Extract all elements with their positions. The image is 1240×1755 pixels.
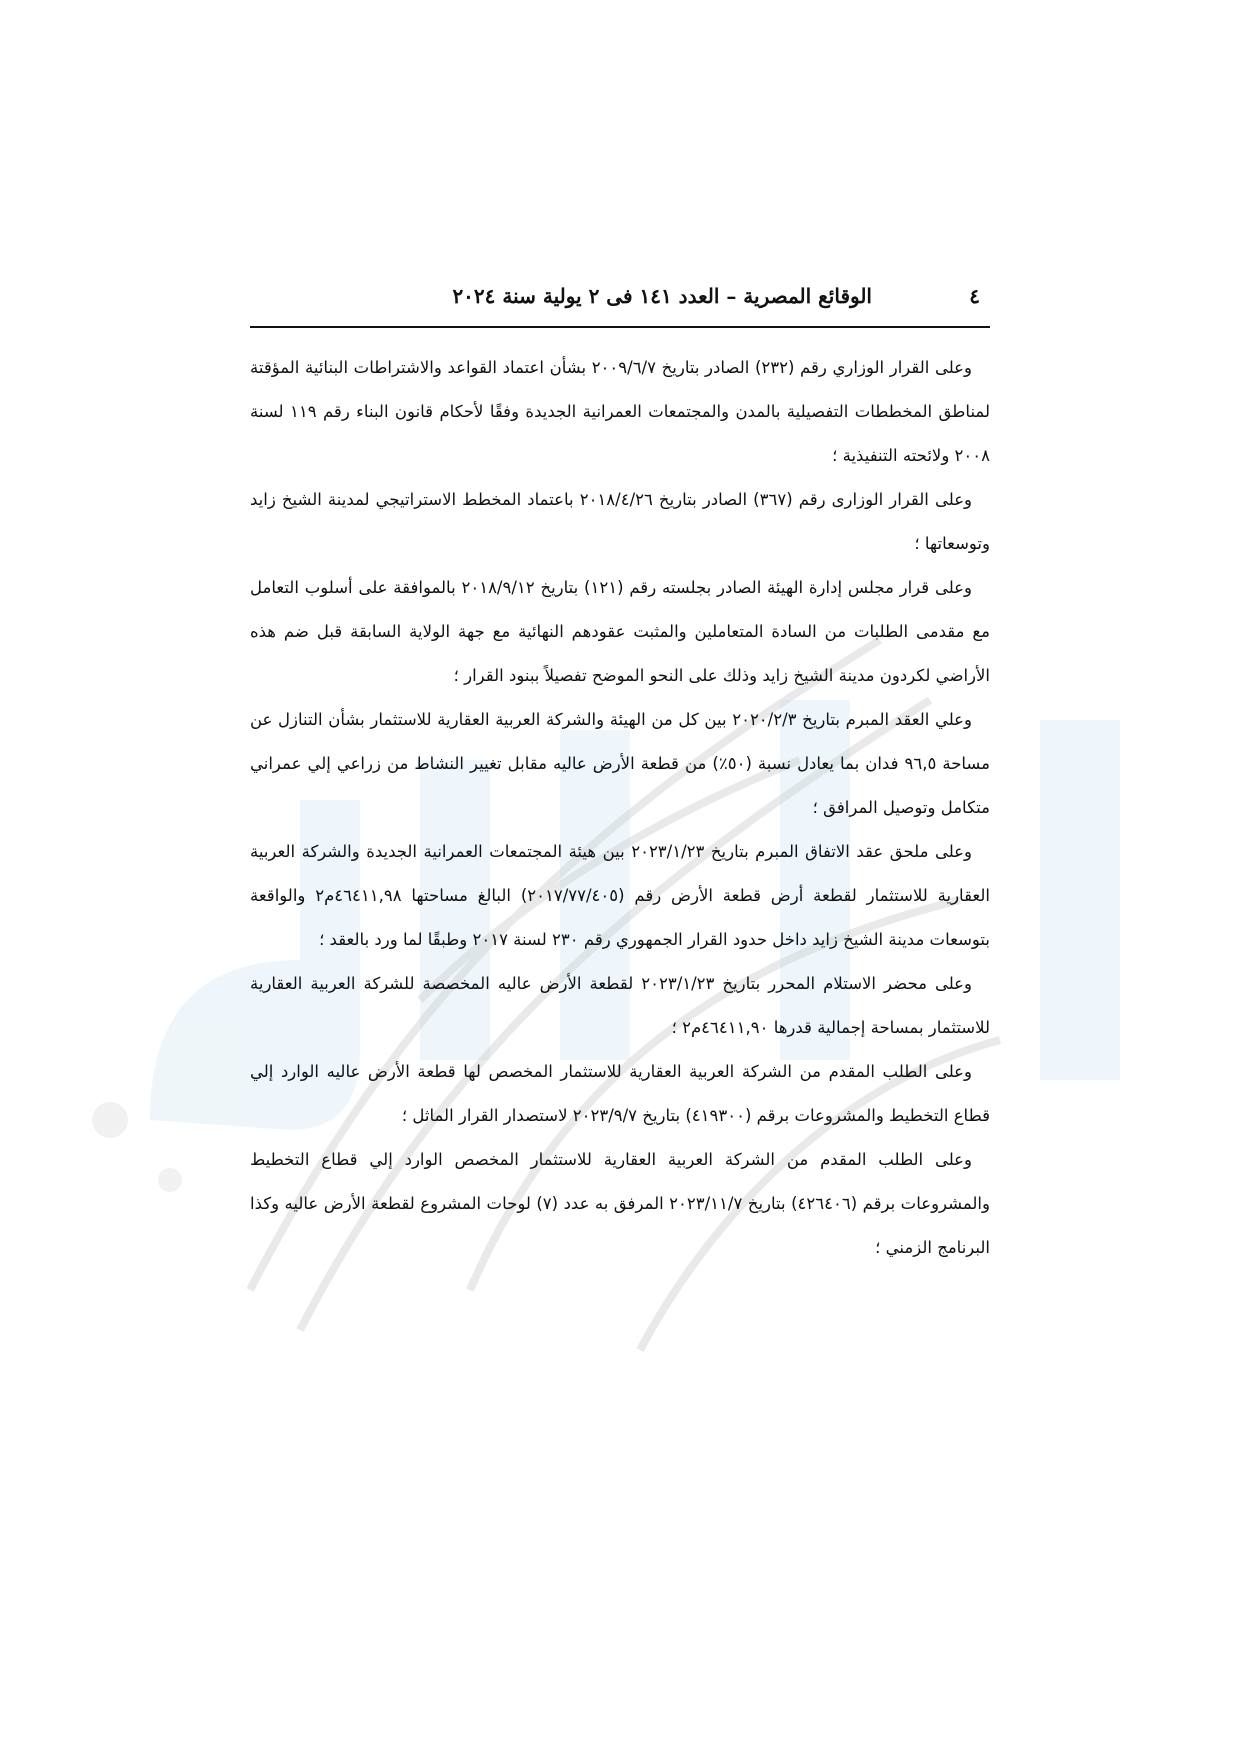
- paragraph-5: وعلى ملحق عقد الاتفاق المبرم بتاريخ ٢٠٢٣/١/٢٣ بين هيئة المجتمعات العمرانية الجديدة والشركة العربية العقارية للاستثمار لقطعة أرض قطعة الأرض رقم (٢٠١٧/٧٧/٤٠٥) البالغ مساحتها ٤٦٤١١,٩٨م٢ والواقعة بتوسعات مدينة الشيخ زايد داخل حدود القرار الجمهوري رقم ٢٣٠ لسنة ٢٠١٧ وطبقًا لما ورد بالعقد ؛: [250, 842, 990, 949]
- paragraph-3: وعلى قرار مجلس إدارة الهيئة الصادر بجلسته رقم (١٢١) بتاريخ ٢٠١٨/٩/١٢ بالموافقة على أسلوب التعامل مع مقدمى الطلبات من السادة المتعاملين والمثبت عقودهم النهائية مع جهة الولاية السابقة قبل ضم هذه الأراضي لكردون مدينة الشيخ زايد وذلك على النحو الموضح تفصيلاً ببنود القرار ؛: [250, 578, 990, 685]
- paragraph-1: وعلى القرار الوزاري رقم (٢٣٢) الصادر بتاريخ ٢٠٠٩/٦/٧ بشأن اعتماد القواعد والاشتراطات البنائية المؤقتة لمناطق المخططات التفصيلية بالمدن والمجتمعات العمرانية الجديدة وفقًا لأحكام قانون البناء رقم ١١٩ لسنة ٢٠٠٨ ولائحته التنفيذية ؛: [250, 358, 990, 465]
- paragraph-6: وعلى محضر الاستلام المحرر بتاريخ ٢٠٢٣/١/٢٣ لقطعة الأرض عاليه المخصصة للشركة العربية العقارية للاستثمار بمساحة إجمالية قدرها ٤٦٤١١,٩٠م٢ ؛: [250, 974, 990, 1037]
- paragraph-4: وعلي العقد المبرم بتاريخ ٢٠٢٠/٢/٣ بين كل من الهيئة والشركة العربية العقارية للاستثمار بشأن التنازل عن مساحة ٩٦,٥ فدان بما يعادل نسبة (٥٠٪) من قطعة الأرض عاليه مقابل تغيير النشاط من زراعي إلي عمراني متكامل وتوصيل المرافق ؛: [250, 710, 990, 817]
- gazette-page: [250, 280, 990, 1270]
- gazette-title: الوقائع المصرية – العدد ١٤١ فى ٢ يولية سنة ٢٠٢٤: [452, 284, 872, 308]
- paragraph-8: وعلى الطلب المقدم من الشركة العربية العقارية للاستثمار المخصص الوارد إلي قطاع التخطيط والمشروعات برقم (٤٢٦٤٠٦) بتاريخ ٢٠٢٣/١١/٧ المرفق به عدد (٧) لوحات المشروع لقطعة الأرض عاليه وكذا البرنامج الزمني ؛: [250, 1150, 990, 1257]
- page-header: [250, 280, 990, 328]
- document-body: [250, 346, 990, 1270]
- paragraph-2: وعلى القرار الوزارى رقم (٣٦٧) الصادر بتاريخ ٢٠١٨/٤/٢٦ باعتماد المخطط الاستراتيجي لمدينة الشيخ زايد وتوسعاتها ؛: [250, 490, 990, 553]
- paragraph-7: وعلى الطلب المقدم من الشركة العربية العقارية للاستثمار المخصص لها قطعة الأرض عاليه الوارد إلي قطاع التخطيط والمشروعات برقم (٤١٩٣٠٠) بتاريخ ٢٠٢٣/٩/٧ لاستصدار القرار الماثل ؛: [250, 1062, 990, 1125]
- page-number: ٤: [969, 284, 980, 308]
